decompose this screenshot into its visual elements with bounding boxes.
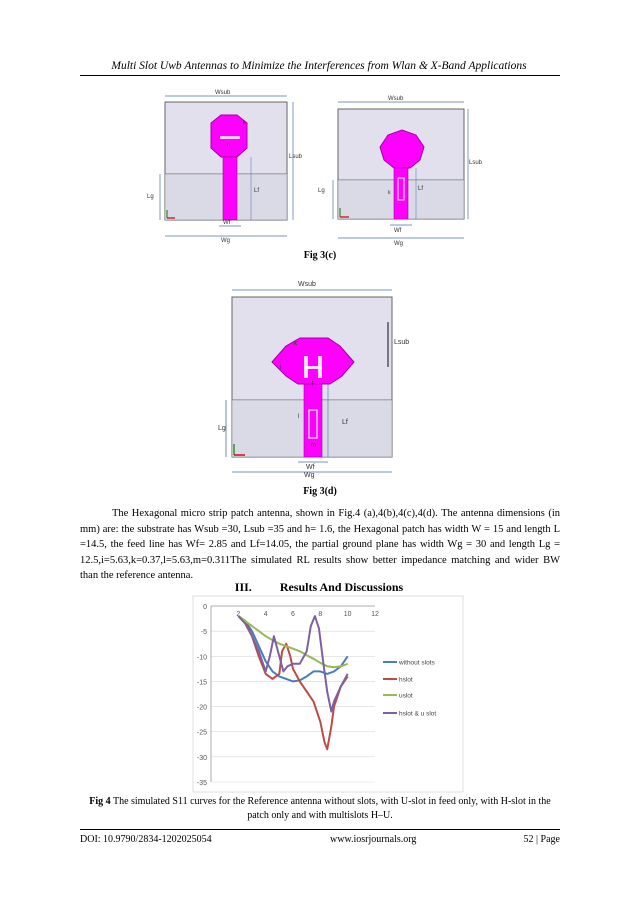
fig3d-lg-label: Lg — [218, 425, 226, 432]
x-tick-label: 4 — [263, 611, 268, 618]
fig3d-k-label: k — [294, 341, 297, 347]
x-tick-label: 2 — [236, 611, 241, 618]
fig3c-right-wsub-label: Wsub — [388, 96, 404, 102]
running-header: Multi Slot Uwb Antennas to Minimize the Interferences from Wlan & X-Band Applications — [111, 60, 527, 72]
fig3c-left-wg-label: Wg — [221, 238, 230, 244]
footer-doi: DOI: 10.9790/2834-1202025054 — [80, 834, 212, 845]
y-tick-label: -15 — [196, 679, 207, 687]
y-tick-label: -10 — [196, 654, 207, 662]
footer-rule — [80, 829, 560, 830]
fig3c-right-wg-label: Wg — [394, 241, 403, 247]
fig3c-left-l-label: l — [227, 143, 229, 149]
fig3d-lsub-label: Lsub — [394, 339, 410, 346]
fig3d-wf-label: Wf — [306, 464, 315, 471]
fig3c-left-lg-label: Lg — [147, 194, 154, 200]
fig3c-left-wf-label: Wf — [223, 220, 231, 226]
section-heading — [0, 580, 638, 595]
fig3d-lf-label: Lf — [342, 419, 348, 426]
fig3d-wsub-label: Wsub — [298, 281, 316, 288]
section-title: Results And Discussions — [279, 580, 404, 594]
fig3c-left-lf-label: Lf — [254, 188, 260, 194]
y-tick-label: -5 — [200, 629, 207, 637]
legend-label-1: hslot — [399, 676, 413, 684]
fig4-label: Fig 4 — [89, 796, 111, 807]
fig3d-antenna — [218, 272, 418, 477]
fig3c-left-wsub-label: Wsub — [215, 90, 231, 96]
y-tick-label: -20 — [196, 704, 207, 712]
fig3c-caption: Fig 3(c) — [303, 250, 337, 261]
fig3c-right-lf-label: Lf — [418, 186, 424, 192]
x-tick-label: 6 — [291, 611, 295, 618]
header-rule — [80, 75, 560, 76]
fig3c-right-antenna — [318, 92, 483, 247]
fig3d-m-label: m — [311, 443, 316, 449]
body-paragraph-wrap — [80, 506, 560, 584]
fig3c-left-lsub-label: Lsub — [289, 154, 303, 160]
fig3c-left-k-label: k — [243, 120, 246, 126]
fig3c-left-antenna — [147, 88, 303, 244]
section-number: III. — [234, 580, 252, 594]
footer-page: 52 | Page — [523, 834, 560, 845]
fig3d-wg-label: Wg — [304, 472, 315, 479]
y-tick-label: 0 — [203, 604, 207, 611]
legend-label-3: hslot & u slot — [399, 710, 437, 718]
legend-label-0: without slots — [399, 659, 435, 667]
fig4-text: The simulated S11 curves for the Reference antenna without slots, with U-slot in feed only, with H-slot in the patch only and with multislots H–U. — [110, 796, 551, 821]
x-tick-label: 12 — [371, 611, 379, 618]
y-tick-label: -35 — [196, 780, 207, 787]
y-tick-label: -30 — [196, 754, 207, 762]
footer-site: www.iosrjournals.org — [330, 834, 417, 845]
fig3c-right-wf-label: Wf — [394, 228, 402, 234]
fig3d-l-label: l — [298, 414, 300, 420]
fig3d-j-label: j — [312, 380, 314, 386]
body-paragraph: The Hexagonal micro strip patch antenna, shown in Fig.4 (a),4(b),4(c),4(d). The antenna dimensions (in mm) are: the substrate has Wsub =30, Lsub =35 and h= 1.6, the Hexagonal patch has width W = 15 and length L =14.5, the feed line has Wf= 2.85 and Lf=14.05, the partial ground plane has width Wg = 30 and length Lg = 12.5,i=5.63,k=0.37,l=5.63,m=0.311The simulated RL results show better impedance matching and wider BW than the reference antenna. — [80, 508, 560, 582]
fig3d-caption: Fig 3(d) — [303, 486, 337, 497]
fig3c-right-k-label: k — [388, 190, 391, 196]
x-tick-label: 8 — [318, 611, 323, 618]
fig3c-right-lsub-label: Lsub — [469, 160, 483, 166]
y-tick-label: -25 — [196, 729, 207, 737]
legend-label-2: uslot — [399, 692, 413, 700]
s11-chart — [193, 596, 463, 792]
fig4-caption — [78, 795, 562, 822]
fig3c-right-lg-label: Lg — [318, 188, 325, 194]
x-tick-label: 10 — [343, 611, 352, 618]
fig3d-i-label: i — [280, 365, 282, 371]
